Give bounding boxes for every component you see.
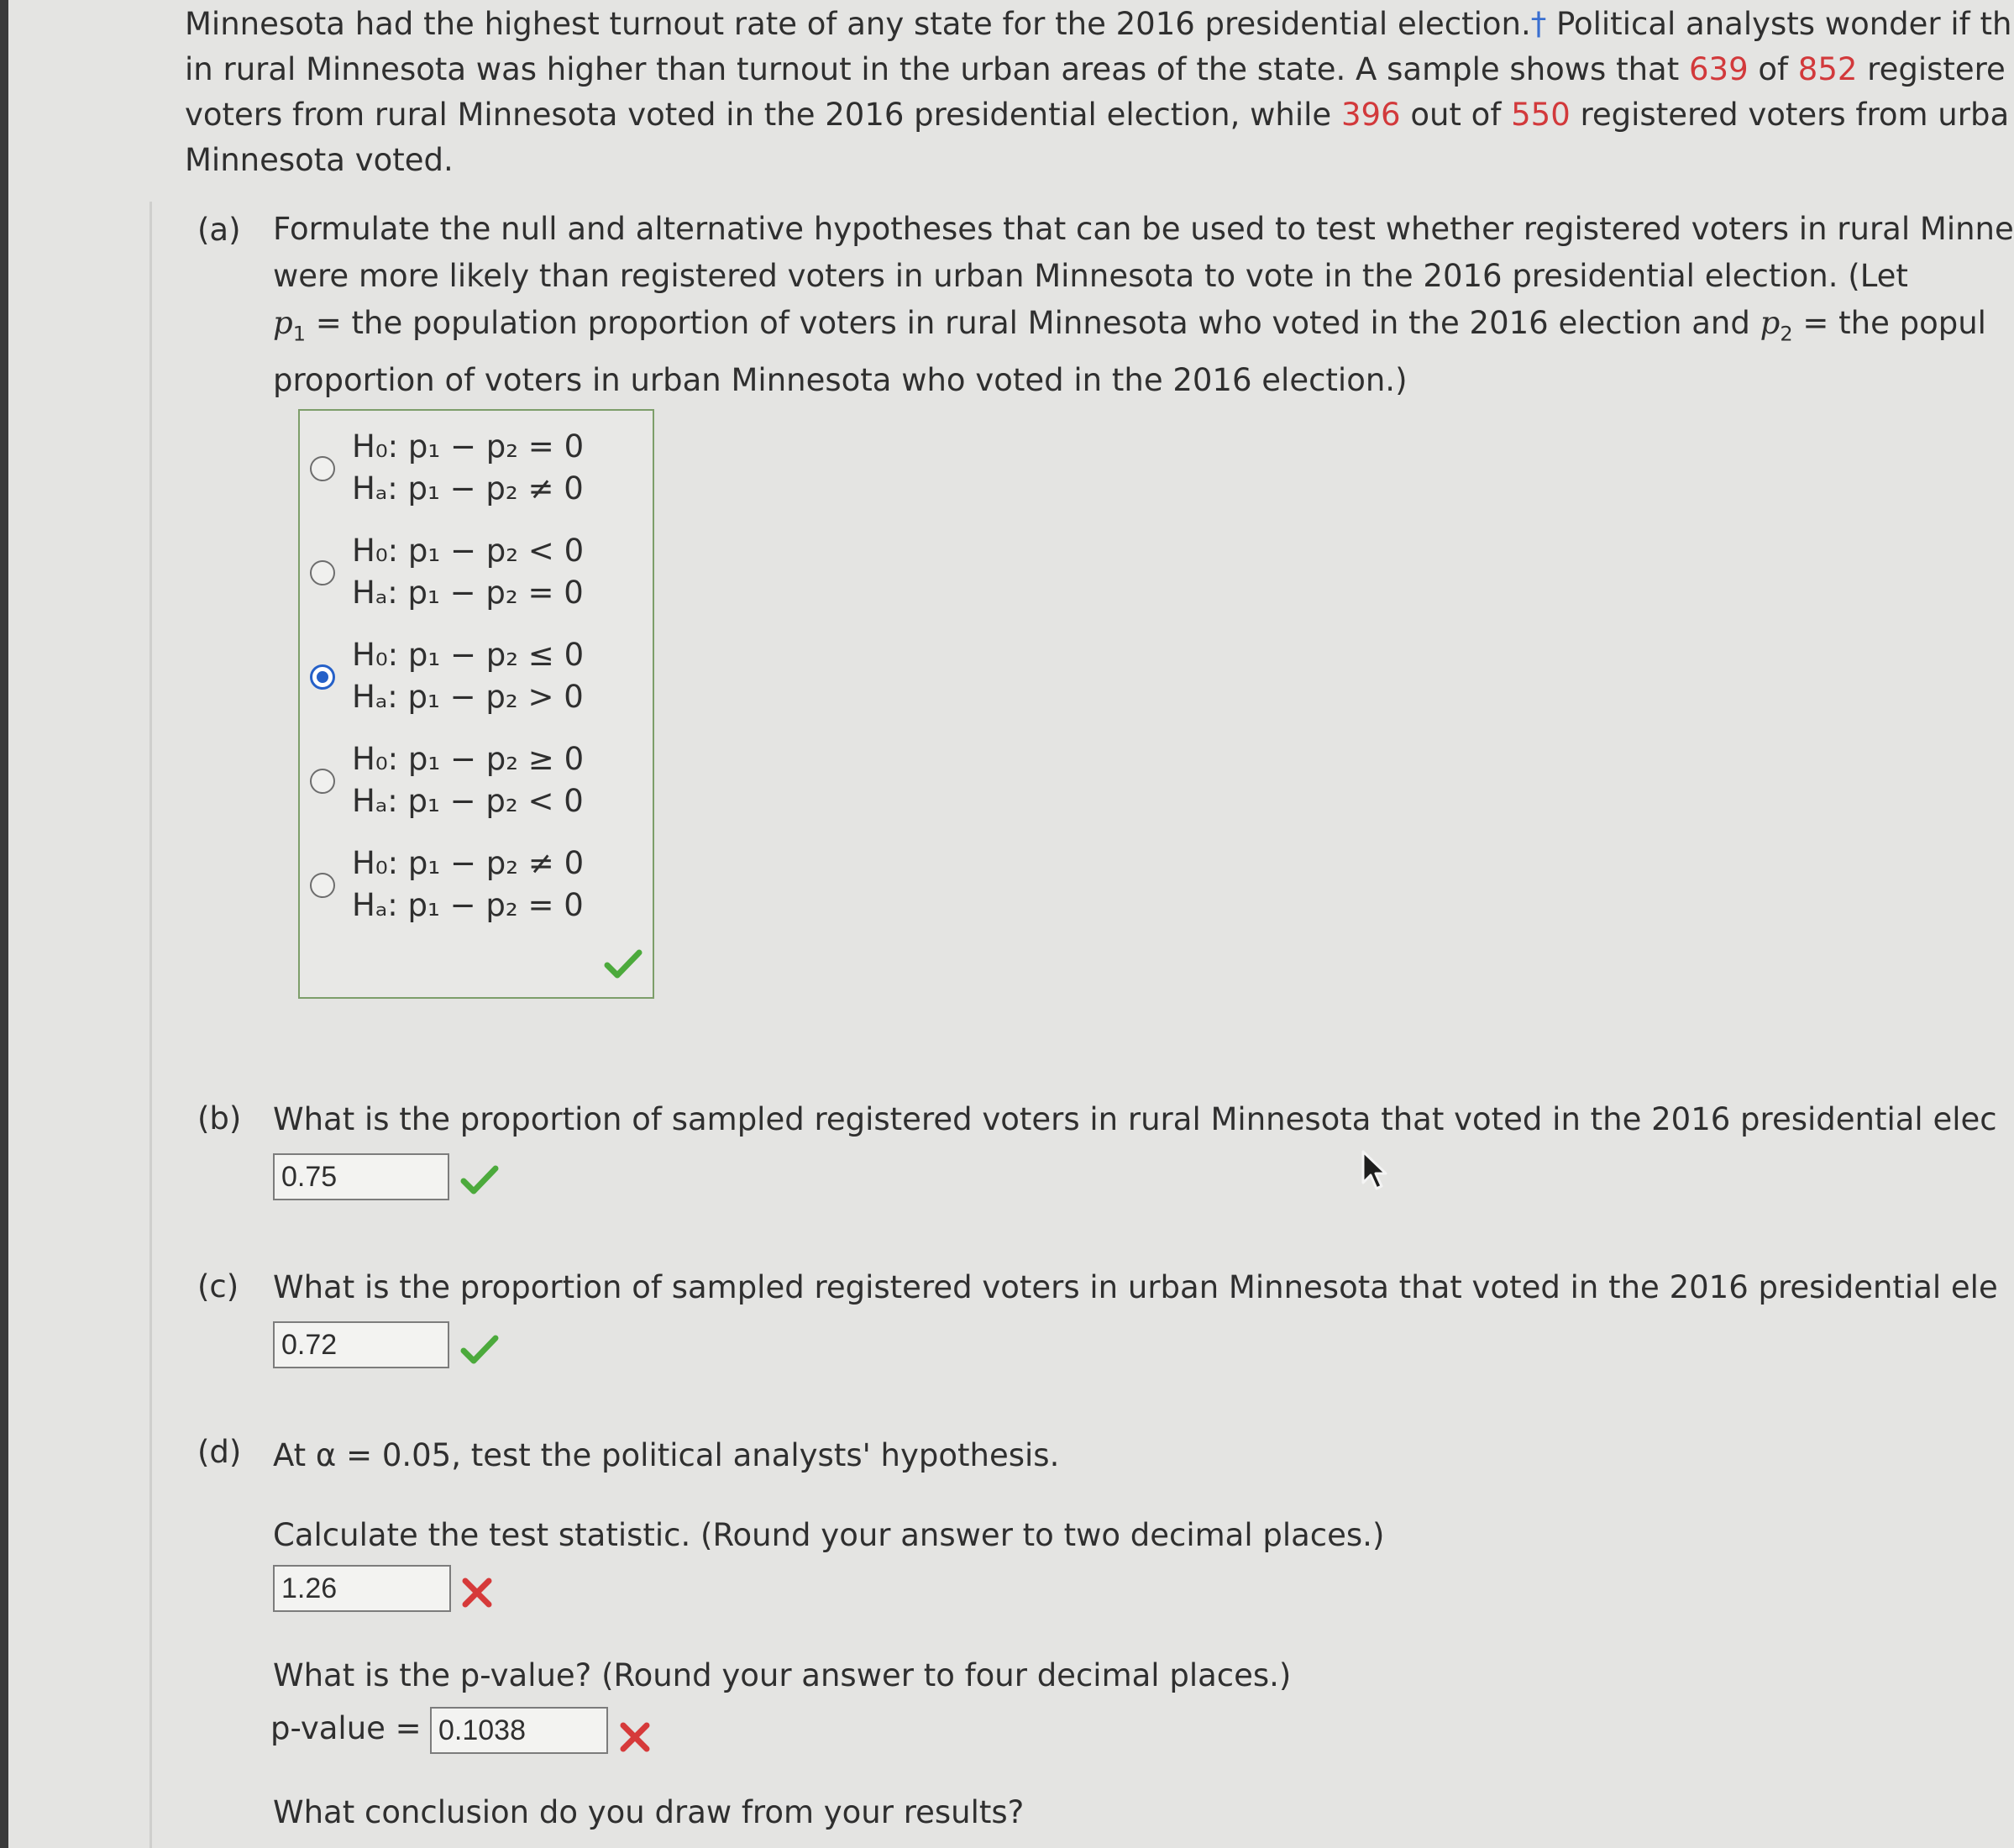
option-ha: Hₐ: p₁ − p₂ ≠ 0 xyxy=(352,470,584,507)
test-statistic-input[interactable]: 1.26 xyxy=(273,1565,451,1612)
option-h0: H₀: p₁ − p₂ ≥ 0 xyxy=(352,741,585,777)
part-c-label: (c) xyxy=(197,1268,239,1305)
p-value-prompt: What is the p-value? (Round your answer to four decimal places.) xyxy=(273,1657,1292,1693)
problem-intro xyxy=(185,2,2012,183)
part-c-question: What is the proportion of sampled registered voters in urban Minnesota that voted in the 2016 presidential ele xyxy=(273,1269,1998,1305)
hypothesis-option-3[interactable] xyxy=(300,631,653,723)
p-value-input[interactable]: 0.1038 xyxy=(430,1707,608,1754)
option-h0: H₀: p₁ − p₂ ≠ 0 xyxy=(352,845,585,881)
incorrect-x-icon xyxy=(618,1720,652,1754)
test-statistic-prompt: Calculate the test statistic. (Round your answer to two decimal places.) xyxy=(273,1517,1385,1553)
part-b-label: (b) xyxy=(197,1100,242,1137)
intro-line-1: Minnesota had the highest turnout rate of any state for the 2016 presidential election.† Political analysts wonder if th xyxy=(185,6,2012,42)
part-b-question: What is the proportion of sampled registered voters in rural Minnesota that voted in the 2016 presidential elec xyxy=(273,1101,1997,1137)
incorrect-x-icon xyxy=(460,1576,494,1609)
part-d-intro: At α = 0.05, test the political analysts' hypothesis. xyxy=(273,1437,1060,1473)
radio-button[interactable] xyxy=(310,769,335,794)
check-icon xyxy=(460,1334,499,1366)
option-ha: Hₐ: p₁ − p₂ < 0 xyxy=(352,783,584,819)
p-value-label: p-value = xyxy=(270,1710,422,1746)
option-h0: H₀: p₁ − p₂ = 0 xyxy=(352,428,585,465)
option-ha: Hₐ: p₁ − p₂ = 0 xyxy=(352,575,584,611)
hypothesis-option-4[interactable] xyxy=(300,735,653,827)
intro-line-4: Minnesota voted. xyxy=(185,142,454,178)
option-h0: H₀: p₁ − p₂ ≤ 0 xyxy=(352,637,585,673)
option-h0: H₀: p₁ − p₂ < 0 xyxy=(352,533,585,569)
radio-button[interactable] xyxy=(310,560,335,585)
hypothesis-option-2[interactable] xyxy=(300,527,653,619)
conclusion-prompt: What conclusion do you draw from your results? xyxy=(273,1794,1025,1830)
hypothesis-choices xyxy=(298,409,654,999)
radio-button-selected[interactable] xyxy=(310,664,335,690)
option-ha: Hₐ: p₁ − p₂ = 0 xyxy=(352,887,584,923)
option-ha: Hₐ: p₁ − p₂ > 0 xyxy=(352,679,584,715)
part-b-answer-input[interactable]: 0.75 xyxy=(273,1153,449,1200)
intro-line-2: in rural Minnesota was higher than turnout in the urban areas of the state. A sample shows that 639 of 852 registere xyxy=(185,51,2006,87)
rural-registered-count: 852 xyxy=(1797,51,1858,87)
part-d-label: (d) xyxy=(197,1434,242,1470)
intro-line-3: voters from rural Minnesota voted in the 2016 presidential election, while 396 out of 550 registered voters from urba xyxy=(185,97,2010,133)
footnote-dagger[interactable]: † xyxy=(1530,6,1547,42)
urban-registered-count: 550 xyxy=(1511,97,1571,133)
hypothesis-option-5[interactable] xyxy=(300,839,653,932)
radio-button[interactable] xyxy=(310,456,335,481)
part-c-answer-input[interactable]: 0.72 xyxy=(273,1321,449,1368)
check-icon xyxy=(604,948,642,980)
check-icon xyxy=(460,1164,499,1196)
urban-voted-count: 396 xyxy=(1340,97,1401,133)
radio-button[interactable] xyxy=(310,873,335,898)
part-a-question: Formulate the null and alternative hypotheses that can be used to test whether registered voters in rural Minne were more likely than registered voters in urban Minnesota to vote in the 2016 presidential election. (Let $p_1$ = the population proportion of voters in rural Minnesota who voted in the 2016 election and $p_2$ = the popul proportion of voters in urban Minnesota who voted in the 2016 election.) xyxy=(273,211,2014,399)
part-a-label: (a) xyxy=(197,212,241,248)
mouse-pointer-icon xyxy=(1361,1149,1389,1193)
rural-voted-count: 639 xyxy=(1688,51,1749,87)
hypothesis-option-1[interactable] xyxy=(300,423,653,515)
